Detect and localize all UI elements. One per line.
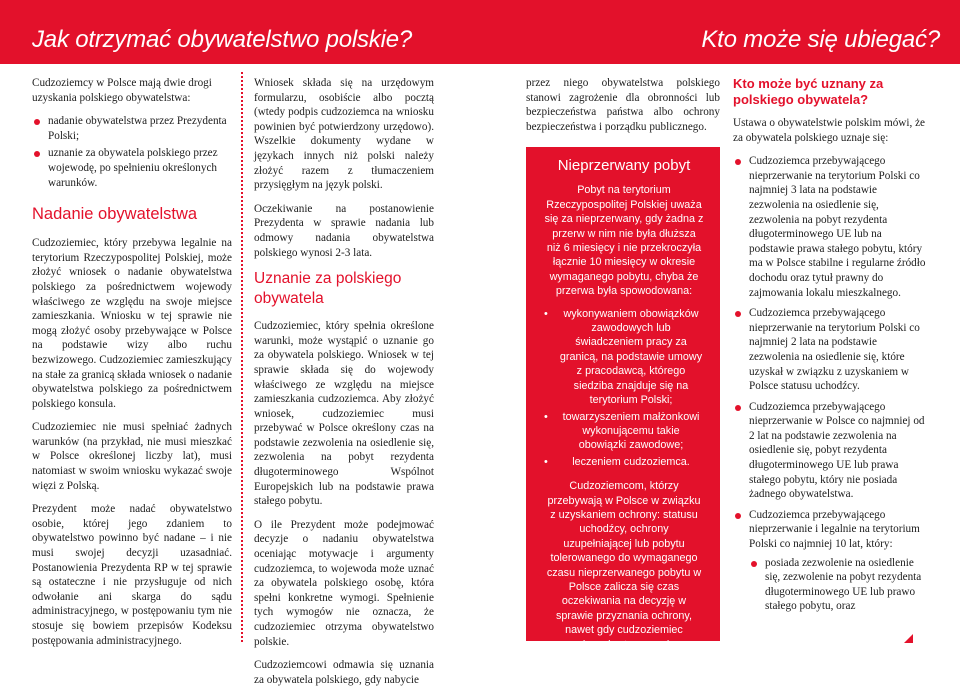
paragraph: Cudzoziemiec nie musi spełniać żadnych warunków (na przykład, nie musi mieszkać w Polsce określonej liczby lat), musi natomiast w swoim wniosku wykazać swoje więzi z Polską.: [32, 421, 232, 492]
page-title-left: Jak otrzymać obywatelstwo polskie?: [32, 26, 413, 53]
list-item: Cudzoziemca przebywającego nieprzerwanie na terytorium Polski co najmniej 2 lata na podstawie zezwolenia na osiedlenie się, które uzyskał w związku z uzyskaniem w Polsce statusu uchodźcy.: [733, 306, 929, 394]
section-heading-kto-moze: Kto może być uznany za polskiego obywatela?: [733, 76, 884, 107]
paragraph: Cudzoziemiec, który przebywa legalnie na terytorium Rzeczypospolitej Polskiej, może złożyć wniosek o nadanie obywatelstwa polskiego za pośrednictwem wojewody właściwego ze względu na swoje miejsce zamieszkania. Wniosku w tej sprawie nie mogą złożyć osoby przebywające w Polsce na podstawie wizy albo ruchu bezwizowego. Cudzoziemiec zamieszkujący na stałe za granicą składa wniosek o nadanie obywatelstwa polskiego za pośrednictwem polskiego konsula.: [32, 237, 232, 410]
paragraph: Oczekiwanie na postanowienie Prezydenta w sprawie nadania lub odmowy nadania obywatelstwa polskiego wynosi 2-3 lata.: [254, 202, 434, 259]
list-item: [733, 508, 929, 614]
page-corner-mark-icon: [904, 634, 913, 643]
list-item: nadanie obywatelstwa przez Prezydenta Polski;: [32, 114, 232, 143]
intro-paragraph: Cudzoziemcy w Polsce mają dwie drogi uzyskania polskiego obywatelstwa:: [32, 77, 212, 104]
list-item: • wykonywaniem obowiązków zawodowych lub świadczeniem pracy za granicą, na podstawie umowy z pracodawcą, którego siedziba znajduje się na terytorium Polski;: [544, 307, 704, 408]
paragraph: Cudzoziemcowi odmawia się uznania za obywatela polskiego, gdy nabycie: [254, 659, 434, 686]
column-2: [254, 76, 434, 696]
info-box-paragraph: Cudzoziemcom, którzy przebywają w Polsce w związku z uzyskaniem ochrony: statusu uchodźcy, ochrony uzupełniającej lub pobytu tolerowanego do wymaganego czasu nieprzerwanego pobytu w Polsce zalicza się czas oczekiwania na decyzję w sprawie przyznania ochrony, nawet gdy cudzoziemiec przebywał w tym czasie w areszcie lub ośrodku strzeżonym.: [546, 480, 702, 680]
info-box-paragraph: Pobyt na terytorium Rzeczypospolitej Polskiej uważa się za nieprzerwany, gdy żadna z przerw w nim nie była dłuższa niż 6 miesięcy i nie przekroczyła łącznie 10 miesięcy w okresie wymaganego pobytu, chyba że przerwa była spowodowana:: [544, 184, 704, 298]
list-item-text: Cudzoziemca przebywającego nieprzerwanie i legalnie na terytorium Polski co najmniej 10 lat, który:: [749, 508, 920, 551]
sub-list: [749, 556, 929, 614]
list-item: uznanie za obywatela polskiego przez wojewodę, po spełnieniu określonych warunków.: [32, 146, 232, 190]
intro-paragraph: Ustawa o obywatelstwie polskim mówi, że za obywatela polskiego uznaje się:: [733, 117, 926, 144]
list-item: • towarzyszeniem małżonkowi wykonującemu takie obowiązki zawodowe;: [544, 410, 704, 453]
list-item: Cudzoziemca przebywającego nieprzerwanie w Polsce co najmniej od 2 lat na podstawie zezwolenia na osiedlenie się, pobyt rezydenta długoterminowego UE lub prawa stałego pobytu, który nie posiada żadnego obywatelstwa.: [733, 400, 929, 502]
list-item: • leczeniem cudzoziemca.: [544, 455, 704, 469]
sub-list-item: posiada zezwolenie na osiedlenie się, zezwolenie na pobyt rezydenta długoterminowego UE lub prawo stałego pobytu, oraz: [749, 556, 929, 614]
info-box-list: [544, 307, 704, 469]
column-3: [526, 76, 720, 143]
section-heading-uznanie: Uznanie za polskiego obywatela: [254, 270, 402, 308]
paragraph: Prezydent może nadać obywatelstwo osobie, której jego zdaniem to obywatelstwo powinno być nadane – i nie musi swojej decyzji uzasadniać. Postanowienia Prezydenta RP w tej sprawie są ostateczne i nie przysługuje od nich odwołanie ani skarga do sądu administracyjnego, w postępowaniu tym nie stosuje się bowiem przepisów Kodeksu postępowania administracyjnego.: [32, 503, 232, 647]
info-box-heading: Nieprzerwany pobyt: [557, 157, 691, 174]
intro-list: [32, 114, 232, 190]
list-item: Cudzoziemca przebywającego nieprzerwanie na terytorium Polski co najmniej 3 lata na podstawie zezwolenia na osiedlenie się, zezwolenia na pobyt rezydenta długoterminowego UE lub na podstawie prawa stałego pobytu, który ma w Polsce stabilne i regularne źródło dochodu oraz tytuł prawny do zajmowania lokalu mieszkalnego.: [733, 154, 929, 300]
paragraph: przez niego obywatelstwa polskiego stanowi zagrożenie dla obronności lub bezpieczeństwa państwa albo ochrony bezpieczeństwa i porządku publicznego.: [526, 77, 720, 133]
paragraph: O ile Prezydent może podejmować decyzje o nadaniu obywatelstwa oceniając motywacje i argumenty cudzoziemca, to wojewoda może uznać za obywatela polskiego osobę, która spełni konkretne wymogi. Spełnienie tych wymogów nie oznacza, że cudzoziemiec otrzyma obywatelstwo polskie.: [254, 518, 434, 648]
info-box-nieprzerwany-pobyt: [526, 147, 720, 680]
header-banner: [0, 0, 960, 64]
column-1: [32, 76, 232, 657]
column-divider: [241, 72, 243, 642]
paragraph: Cudzoziemiec, który spełnia określone warunki, może wystąpić o uznanie go za obywatela polskiego. Wniosek w tej sprawie składa się do wojewody właściwego ze względu na miejsce zamieszkania cudzoziemca. Aby złożyć wniosek, cudzoziemiec musi przebywać w Polsce określony czas na podstawie zezwolenia na osiedlenie się, zezwolenia na pobyt rezydenta długoterminowego Wspólnot Europejskich lub na podstawie prawa stałego pobytu.: [254, 320, 434, 508]
eligibility-list: [733, 154, 929, 614]
page-title-right: Kto może się ubiegać?: [701, 26, 940, 53]
paragraph: Wniosek składa się na urzędowym formularzu, osobiście albo pocztą (wtedy podpis cudzoziemca na wniosku powinien być potwierdzony urzędowo). Wszelkie dokumenty wydane w językach innych niż polski należy złożyć razem z tłumaczeniem przysięgłym na język polski.: [254, 77, 434, 192]
section-heading-nadanie: Nadanie obywatelstwa: [32, 205, 198, 224]
column-4: [733, 76, 929, 622]
